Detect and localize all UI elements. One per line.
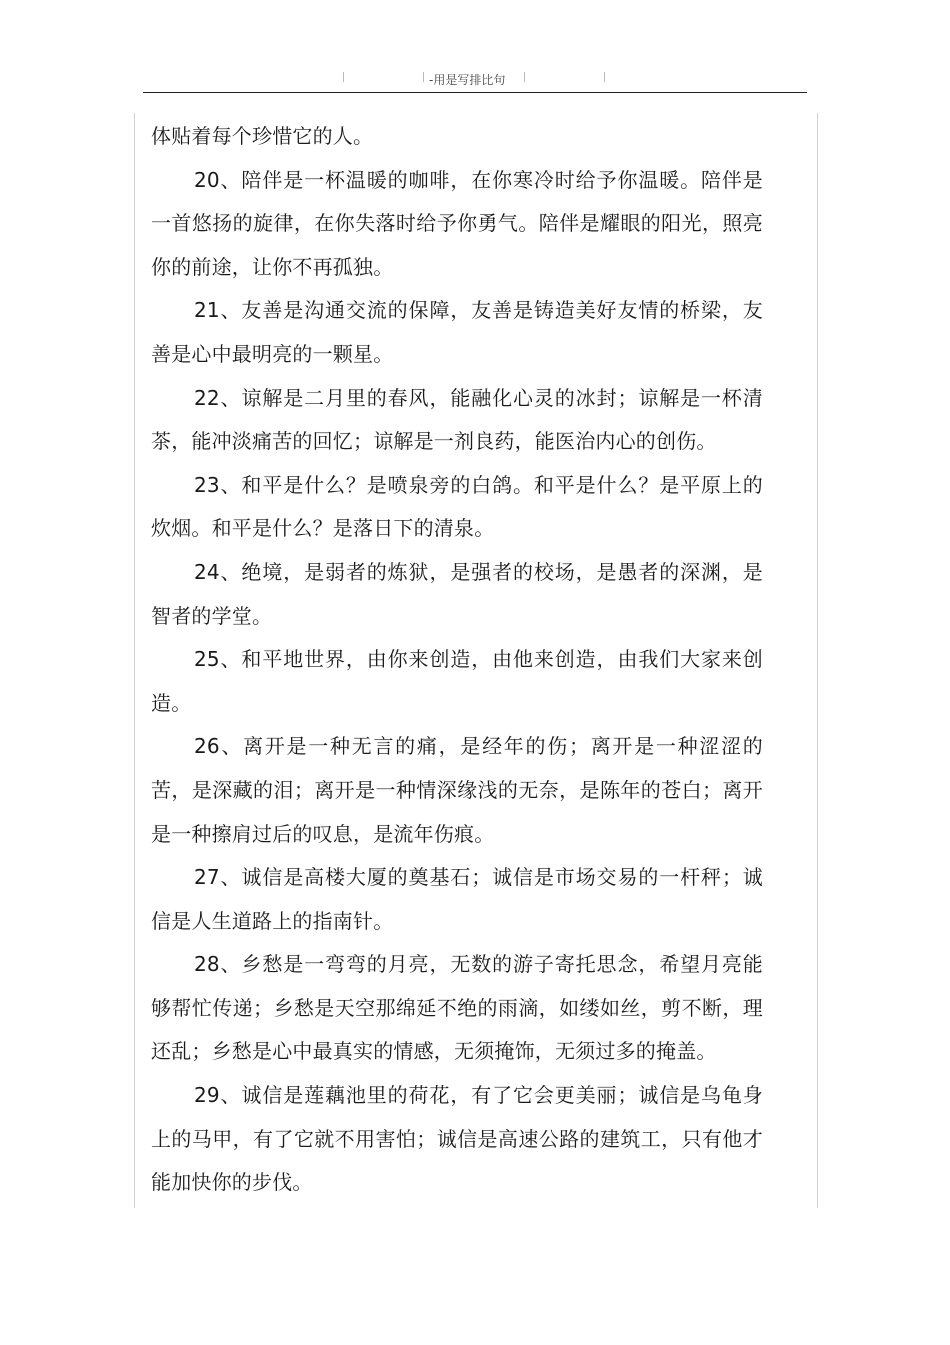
- paragraph: 27、诚信是高楼大厦的奠基石；诚信是市场交易的一杆秤；诚信是人生道路上的指南针。: [151, 865, 763, 933]
- paragraph: 28、乡愁是一弯弯的月亮，无数的游子寄托思念，希望月亮能够帮忙传递；乡愁是天空那绵延不绝的雨滴，如缕如丝，剪不断，理还乱；乡愁是心中最真实的情感，无须掩饰，无须过多的掩盖。: [151, 952, 763, 1064]
- paragraph: 25、和平地世界，由你来创造，由他来创造，由我们大家来创造。: [151, 647, 763, 715]
- paragraph: 26、离开是一种无言的痛，是经年的伤；离开是一种涩涩的苦，是深藏的泪；离开是一种情深缘浅的无奈，是陈年的苍白；离开是一种擦肩过后的叹息，是流年伤痕。: [151, 734, 763, 846]
- document-body: [151, 115, 763, 1205]
- header-tick-mark: [604, 72, 605, 82]
- paragraph: 24、绝境，是弱者的炼狱，是强者的校场，是愚者的深渊，是智者的学堂。: [151, 559, 763, 628]
- paragraph: 29、诚信是莲藕池里的荷花，有了它会更美丽；诚信是乌龟身上的马甲，有了它就不用害怕；诚信是高速公路的建筑工，只有他才能加快你的步伐。: [151, 1083, 763, 1195]
- header-tick-mark: [524, 72, 525, 82]
- paragraph: 22、谅解是二月里的春风，能融化心灵的冰封；谅解是一杯清茶，能冲淡痛苦的回忆；谅解是一剂良药，能医治内心的创伤。: [151, 385, 763, 454]
- header-tick-mark: [343, 72, 344, 82]
- paragraph: 体贴着每个珍惜它的人。: [151, 124, 374, 148]
- paragraph: 21、友善是沟通交流的保障，友善是铸造美好友情的桥梁，友善是心中最明亮的一颗星。: [151, 298, 763, 366]
- header-title: -用是写排比句: [429, 73, 506, 87]
- paragraph: 20、陪伴是一杯温暖的咖啡，在你寒冷时给予你温暖。陪伴是一首悠扬的旋律，在你失落时给予你勇气。陪伴是耀眼的阳光，照亮你的前途，让你不再孤独。: [151, 167, 763, 279]
- paragraph: 23、和平是什么？是喷泉旁的白鸽。和平是什么？是平原上的炊烟。和平是什么？是落日下的清泉。: [151, 472, 763, 541]
- header-tick-mark: [423, 72, 424, 82]
- document-page: [134, 113, 818, 1208]
- page-header: [143, 64, 807, 93]
